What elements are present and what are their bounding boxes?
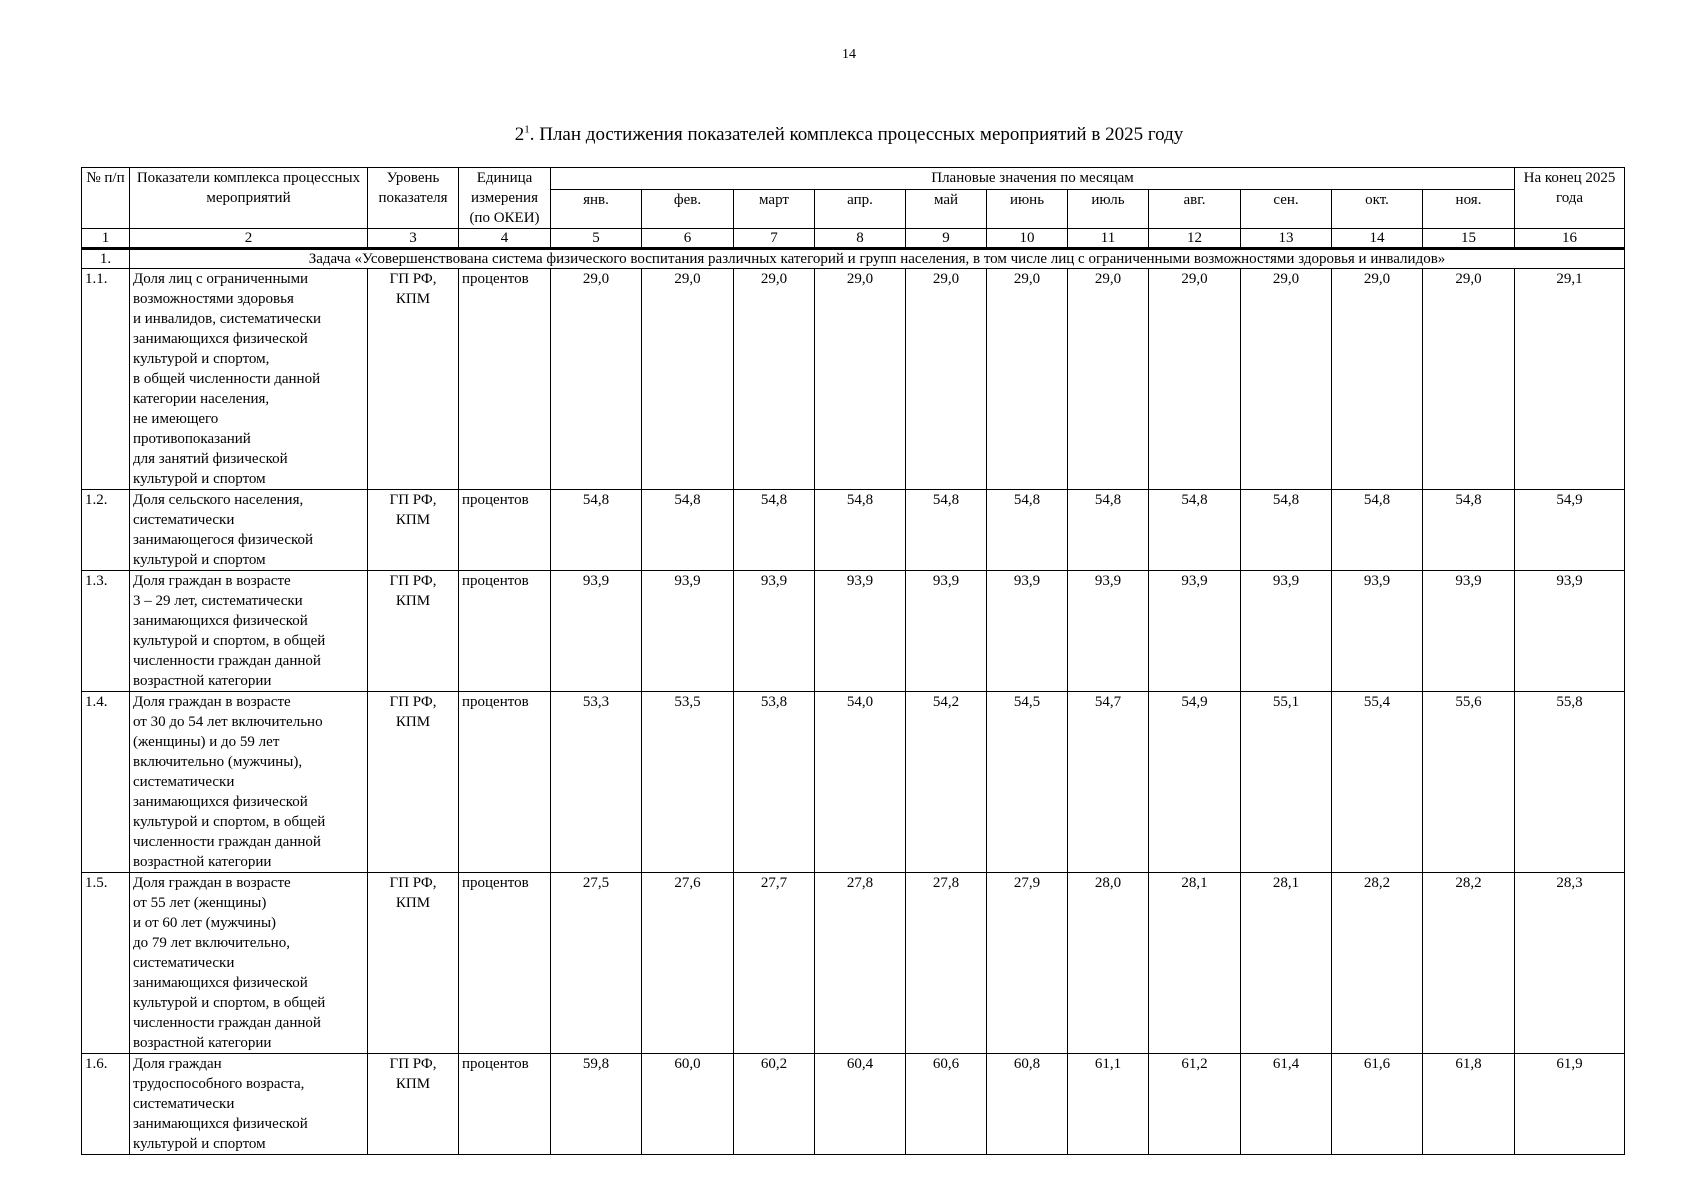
task-row xyxy=(82,249,1625,269)
task-num: 1. xyxy=(82,249,130,269)
month-value-cell: 29,0 xyxy=(1241,269,1332,490)
month-value-cell: 93,9 xyxy=(1423,571,1515,692)
row-num: 1.3. xyxy=(82,571,130,692)
year-end-value-cell: 29,1 xyxy=(1515,269,1625,490)
header-month: янв. xyxy=(551,189,642,228)
column-number: 3 xyxy=(368,229,459,249)
month-value-cell: 93,9 xyxy=(987,571,1068,692)
year-end-value-cell: 54,9 xyxy=(1515,490,1625,571)
table-row xyxy=(82,571,1625,692)
month-value-cell: 29,0 xyxy=(815,269,906,490)
header-month: авг. xyxy=(1149,189,1241,228)
month-value-cell: 60,2 xyxy=(734,1054,815,1155)
column-number: 6 xyxy=(642,229,734,249)
month-value-cell: 54,9 xyxy=(1149,692,1241,873)
month-value-cell: 93,9 xyxy=(1149,571,1241,692)
month-value-cell: 54,8 xyxy=(734,490,815,571)
indicator-name: Доля граждан трудоспособного возраста, систематически занимающихся физической культурой и спортом xyxy=(130,1054,368,1155)
month-value-cell: 54,8 xyxy=(642,490,734,571)
header-unit: Единица измерения (по ОКЕИ) xyxy=(459,168,551,229)
table-row xyxy=(82,269,1625,490)
month-value-cell: 61,6 xyxy=(1332,1054,1423,1155)
indicator-level: ГП РФ, КПМ xyxy=(368,269,459,490)
column-number: 15 xyxy=(1423,229,1515,249)
header-level: Уровень показателя xyxy=(368,168,459,229)
month-value-cell: 60,8 xyxy=(987,1054,1068,1155)
indicator-level: ГП РФ, КПМ xyxy=(368,692,459,873)
month-value-cell: 29,0 xyxy=(551,269,642,490)
column-number: 2 xyxy=(130,229,368,249)
indicator-name: Доля граждан в возрасте от 55 лет (женщины) и от 60 лет (мужчины) до 79 лет включительно, систематически занимающихся физической культурой и спортом, в общей численности граждан данной возрастной категории xyxy=(130,873,368,1054)
month-value-cell: 93,9 xyxy=(1068,571,1149,692)
table-row xyxy=(82,873,1625,1054)
column-number: 4 xyxy=(459,229,551,249)
month-value-cell: 93,9 xyxy=(906,571,987,692)
indicators-plan-table xyxy=(81,167,1625,1155)
year-end-value-cell: 93,9 xyxy=(1515,571,1625,692)
row-num: 1.5. xyxy=(82,873,130,1054)
month-value-cell: 29,0 xyxy=(1068,269,1149,490)
month-value-cell: 93,9 xyxy=(734,571,815,692)
column-number: 16 xyxy=(1515,229,1625,249)
month-value-cell: 53,5 xyxy=(642,692,734,873)
month-value-cell: 54,8 xyxy=(906,490,987,571)
column-number: 14 xyxy=(1332,229,1423,249)
unit-cell: процентов xyxy=(459,873,551,1054)
unit-cell: процентов xyxy=(459,692,551,873)
month-value-cell: 54,7 xyxy=(1068,692,1149,873)
column-number: 5 xyxy=(551,229,642,249)
header-month: ноя. xyxy=(1423,189,1515,228)
month-value-cell: 54,8 xyxy=(1332,490,1423,571)
column-number: 10 xyxy=(987,229,1068,249)
year-end-value-cell: 28,3 xyxy=(1515,873,1625,1054)
column-number: 9 xyxy=(906,229,987,249)
month-value-cell: 29,0 xyxy=(734,269,815,490)
header-month: сен. xyxy=(1241,189,1332,228)
header-indicator: Показатели комплекса процессных мероприятий xyxy=(130,168,368,229)
month-value-cell: 27,8 xyxy=(906,873,987,1054)
indicator-level: ГП РФ, КПМ xyxy=(368,1054,459,1155)
month-value-cell: 54,8 xyxy=(1423,490,1515,571)
month-value-cell: 29,0 xyxy=(1423,269,1515,490)
month-value-cell: 54,0 xyxy=(815,692,906,873)
header-month: май xyxy=(906,189,987,228)
month-value-cell: 27,6 xyxy=(642,873,734,1054)
indicator-name: Доля граждан в возрасте 3 – 29 лет, систематически занимающихся физической культурой и спортом, в общей численности граждан данной возрастной категории xyxy=(130,571,368,692)
header-num: № п/п xyxy=(82,168,130,229)
column-number: 1 xyxy=(82,229,130,249)
document-title xyxy=(0,124,1698,146)
month-value-cell: 29,0 xyxy=(1149,269,1241,490)
month-value-cell: 27,7 xyxy=(734,873,815,1054)
month-value-cell: 54,8 xyxy=(1149,490,1241,571)
unit-cell: процентов xyxy=(459,571,551,692)
year-end-value-cell: 61,9 xyxy=(1515,1054,1625,1155)
month-value-cell: 54,8 xyxy=(987,490,1068,571)
month-value-cell: 54,8 xyxy=(815,490,906,571)
month-value-cell: 54,2 xyxy=(906,692,987,873)
month-value-cell: 60,0 xyxy=(642,1054,734,1155)
indicator-level: ГП РФ, КПМ xyxy=(368,571,459,692)
month-value-cell: 54,8 xyxy=(551,490,642,571)
month-value-cell: 28,1 xyxy=(1149,873,1241,1054)
header-month: фев. xyxy=(642,189,734,228)
table-header xyxy=(82,168,1625,249)
indicator-level: ГП РФ, КПМ xyxy=(368,490,459,571)
month-value-cell: 29,0 xyxy=(906,269,987,490)
column-number: 7 xyxy=(734,229,815,249)
table-row xyxy=(82,692,1625,873)
header-month: окт. xyxy=(1332,189,1423,228)
column-number: 12 xyxy=(1149,229,1241,249)
month-value-cell: 28,0 xyxy=(1068,873,1149,1054)
year-end-value-cell: 55,8 xyxy=(1515,692,1625,873)
month-value-cell: 93,9 xyxy=(1332,571,1423,692)
month-value-cell: 54,5 xyxy=(987,692,1068,873)
table-row xyxy=(82,490,1625,571)
month-value-cell: 27,8 xyxy=(815,873,906,1054)
month-value-cell: 54,8 xyxy=(1068,490,1149,571)
title-number: 2 xyxy=(514,124,525,145)
header-month: апр. xyxy=(815,189,906,228)
header-planned-values: Плановые значения по месяцам xyxy=(551,168,1515,190)
month-value-cell: 28,1 xyxy=(1241,873,1332,1054)
title-superscript: 1 xyxy=(524,123,530,136)
month-value-cell: 27,5 xyxy=(551,873,642,1054)
month-value-cell: 60,4 xyxy=(815,1054,906,1155)
month-value-cell: 53,3 xyxy=(551,692,642,873)
column-number: 8 xyxy=(815,229,906,249)
month-value-cell: 61,8 xyxy=(1423,1054,1515,1155)
month-value-cell: 28,2 xyxy=(1332,873,1423,1054)
header-month: март xyxy=(734,189,815,228)
table-row xyxy=(82,1054,1625,1155)
page-number: 14 xyxy=(842,47,856,62)
unit-cell: процентов xyxy=(459,490,551,571)
month-value-cell: 29,0 xyxy=(987,269,1068,490)
month-value-cell: 54,8 xyxy=(1241,490,1332,571)
indicator-level: ГП РФ, КПМ xyxy=(368,873,459,1054)
month-value-cell: 55,6 xyxy=(1423,692,1515,873)
month-value-cell: 29,0 xyxy=(642,269,734,490)
month-value-cell: 55,4 xyxy=(1332,692,1423,873)
month-value-cell: 59,8 xyxy=(551,1054,642,1155)
month-value-cell: 61,1 xyxy=(1068,1054,1149,1155)
column-number: 11 xyxy=(1068,229,1149,249)
column-numbers-row xyxy=(82,229,1625,249)
month-value-cell: 60,6 xyxy=(906,1054,987,1155)
unit-cell: процентов xyxy=(459,1054,551,1155)
title-text: . План достижения показателей комплекса процессных мероприятий в 2025 году xyxy=(529,124,1184,145)
month-value-cell: 28,2 xyxy=(1423,873,1515,1054)
header-month: июль xyxy=(1068,189,1149,228)
column-number: 13 xyxy=(1241,229,1332,249)
month-value-cell: 61,4 xyxy=(1241,1054,1332,1155)
month-value-cell: 53,8 xyxy=(734,692,815,873)
indicator-name: Доля сельского населения, систематически занимающегося физической культурой и спортом xyxy=(130,490,368,571)
table-body xyxy=(82,249,1625,1155)
month-value-cell: 55,1 xyxy=(1241,692,1332,873)
unit-cell: процентов xyxy=(459,269,551,490)
row-num: 1.4. xyxy=(82,692,130,873)
row-num: 1.2. xyxy=(82,490,130,571)
month-value-cell: 93,9 xyxy=(1241,571,1332,692)
header-year-end: На конец 2025 года xyxy=(1515,168,1625,229)
month-value-cell: 93,9 xyxy=(815,571,906,692)
header-month: июнь xyxy=(987,189,1068,228)
indicator-name: Доля лиц с ограниченными возможностями здоровья и инвалидов, систематически занимающихся физической культурой и спортом, в общей численности данной категории населения, не имеющего противопоказаний для занятий физической культурой и спортом xyxy=(130,269,368,490)
month-value-cell: 27,9 xyxy=(987,873,1068,1054)
row-num: 1.1. xyxy=(82,269,130,490)
row-num: 1.6. xyxy=(82,1054,130,1155)
month-value-cell: 93,9 xyxy=(642,571,734,692)
task-text: Задача «Усовершенствована система физического воспитания различных категорий и групп населения, в том числе лиц с ограниченными возможностями здоровья и инвалидов» xyxy=(130,249,1625,269)
month-value-cell: 93,9 xyxy=(551,571,642,692)
month-value-cell: 61,2 xyxy=(1149,1054,1241,1155)
indicator-name: Доля граждан в возрасте от 30 до 54 лет включительно (женщины) и до 59 лет включительно (мужчины), систематически занимающихся физической культурой и спортом, в общей численности граждан данной возрастной категории xyxy=(130,692,368,873)
month-value-cell: 29,0 xyxy=(1332,269,1423,490)
